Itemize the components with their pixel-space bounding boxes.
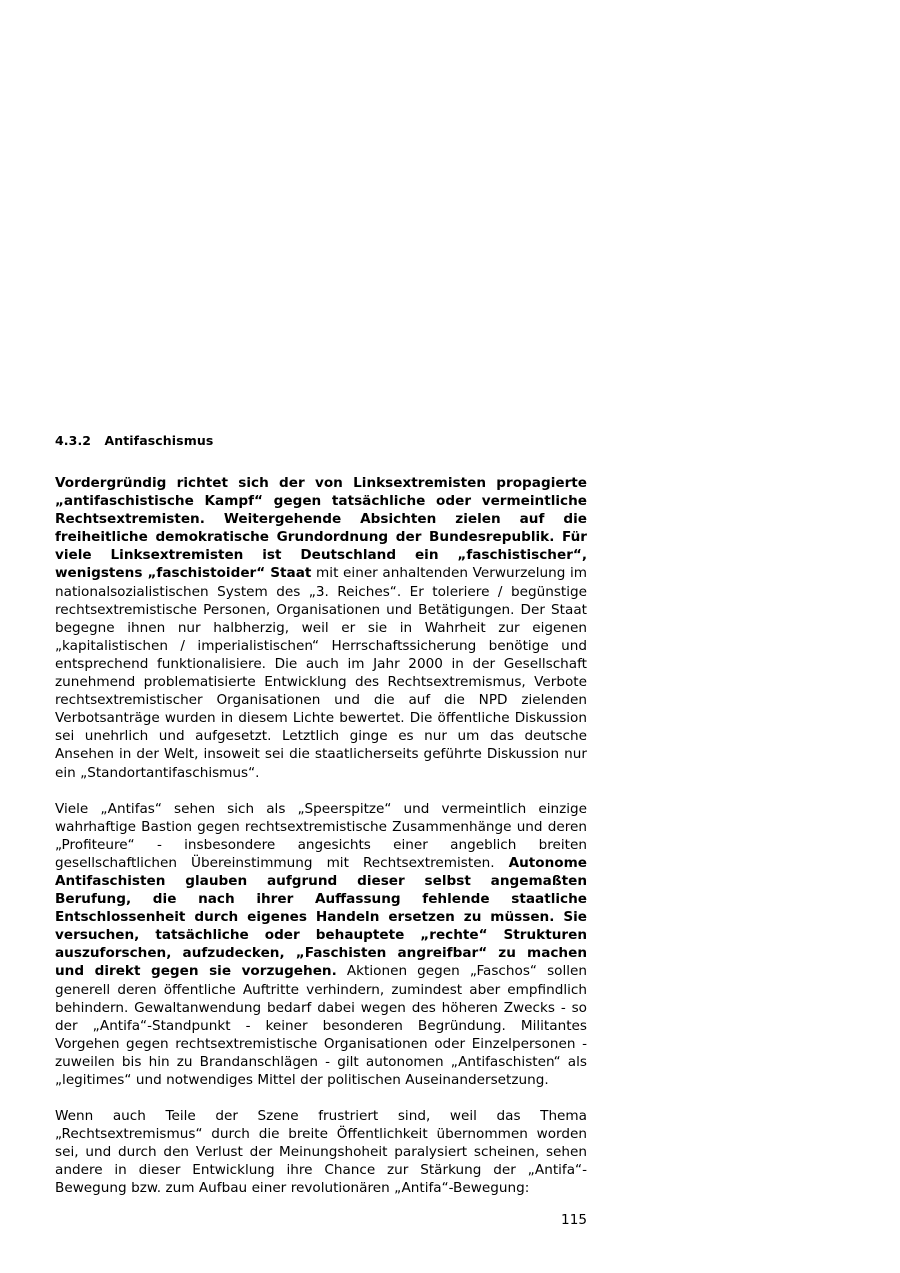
- paragraph-2-bold-run: Autonome Antifaschisten glauben aufgrund dieser selbst angemaßten Berufung, die nach ihrer Auffassung fehlende staatliche Entschlossenheit durch eigenes Handeln ersetzen zu müssen. Sie versuchen, tatsächliche oder behauptete „rechte“ Strukturen auszuforschen, aufzudecken, „Faschisten angreifbar“ zu machen und direkt gegen sie vorzugehen.: [55, 854, 587, 980]
- paragraph-3-regular-run: Wenn auch Teile der Szene frustriert sind, weil das Thema „Rechtsextremismus“ durch die breite Öffentlichkeit übernommen worden sei, und durch den Verlust der Meinungshoheit paralysiert scheinen, sehen andere in dieser Entwicklung ihre Chance zur Stärkung der „Antifa“-Bewegung bzw. zum Aufbau einer revolutionären „Antifa“-Bewegung:: [55, 1108, 587, 1197]
- paragraph-2-regular-run-lead: Viele „Antifas“ sehen sich als „Speerspitze“ und vermeintlich einzige wahrhaftige Bastion gegen rechtsextremistische Zusammenhänge und deren „Profiteure“ - insbesondere angesichts einer angeblich breiten gesellschaftlichen Übereinstimmung mit Rechtsextremisten.: [55, 800, 587, 871]
- paragraph-3: [55, 1107, 587, 1197]
- paragraph-2: [55, 800, 587, 1090]
- section-heading: 4.3.2 Antifaschismus: [55, 433, 214, 448]
- page-body: [55, 433, 587, 1198]
- paragraph-1-bold-run: Vordergründig richtet sich der von Linksextremisten propagierte „antifaschistische Kampf“ gegen tatsächliche oder vermeintliche Rechtsextremisten. Weitergehende Absichten zielen auf die freiheitliche demokratische Grundordnung der Bundesrepublik. Für viele Linksextremisten ist Deutschland ein „faschistischer“, wenigstens „faschistoider“ Staat: [55, 475, 587, 582]
- paragraph-2-regular-run-tail: Aktionen gegen „Faschos“ sollen generell deren öffentliche Auftritte verhindern, zumindest aber empfindlich behindern. Gewaltanwendung bedarf dabei wegen des höheren Zwecks - so der „Antifa“-Standpunkt - keiner besonderen Begründung. Militantes Vorgehen gegen rechtsextremistische Organisationen oder Einzelpersonen - zuweilen bis hin zu Brandanschlägen - gilt autonomen „Antifaschisten“ als „legitimes“ und notwendiges Mittel der politischen Auseinandersetzung.: [55, 963, 588, 1088]
- page-number: 115: [561, 1212, 587, 1228]
- paragraph-1-regular-run: mit einer anhaltenden Verwurzelung im nationalsozialistischen System des „3. Reiches“. Er toleriere / begünstige rechtsextremistische Personen, Organisationen und Betätigungen. Der Staat begegne ihnen nur halbherzig, weil er sie in Wahrheit zur eigenen „kapitalistischen / imperialistischen“ Herrschaftssicherung benötige und entsprechend funktionalisiere. Die auch im Jahr 2000 in der Gesellschaft zunehmend problematisierte Entwicklung des Rechtsextremismus, Verbote rechtsextremistischer Organisationen und die auf die NPD zielenden Verbotsanträge wurden in diesem Lichte bewertet. Die öffentliche Diskussion sei unehrlich und aufgesetzt. Letztlich ginge es nur um das deutsche Ansehen in der Welt, insoweit sei die staatlicherseits geführte Diskussion nur ein „Standortantifaschismus“.: [55, 565, 588, 781]
- paragraph-1: [55, 474, 587, 782]
